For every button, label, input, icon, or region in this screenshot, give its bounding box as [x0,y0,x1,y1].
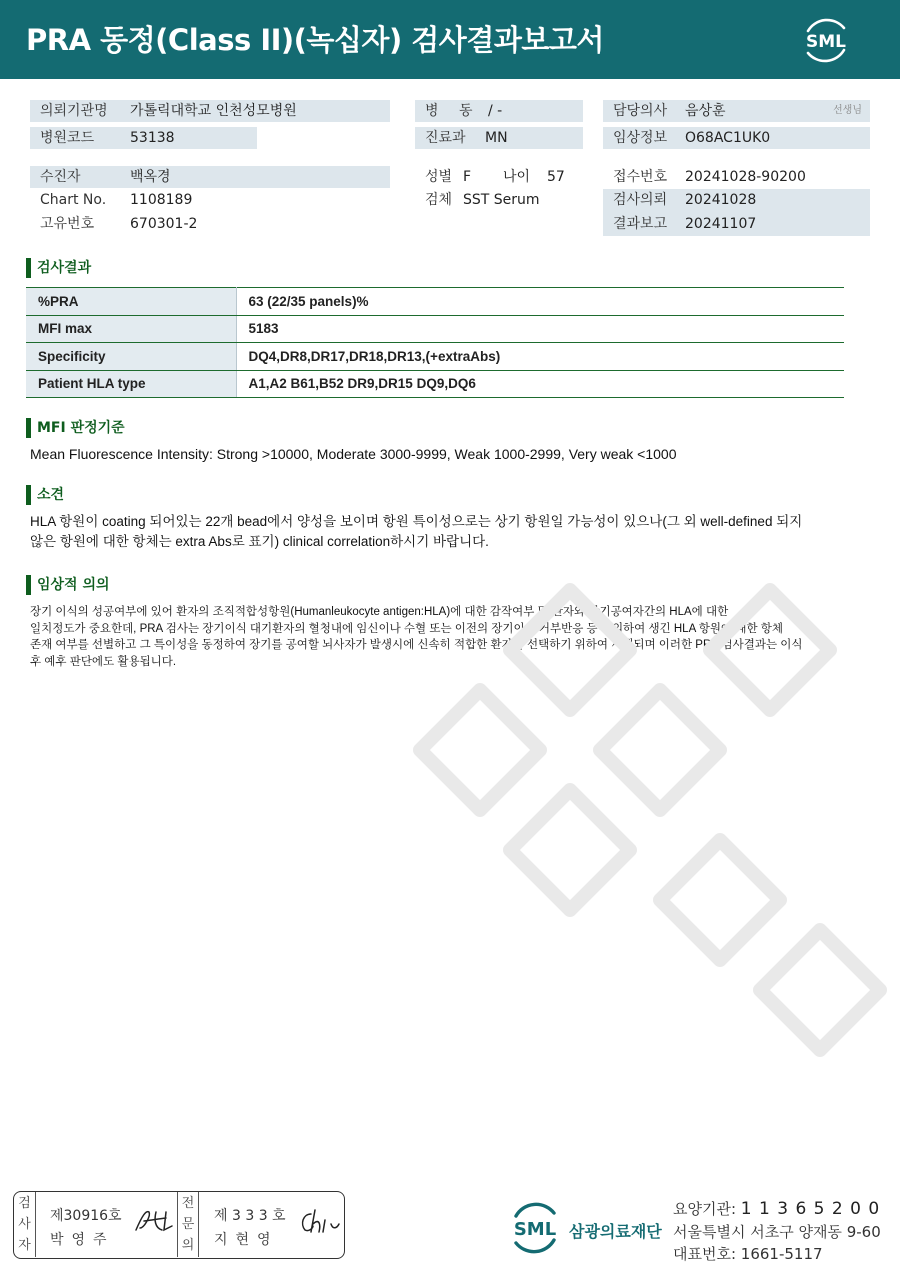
clinical-info-value: O68AC1UK0 [685,130,771,146]
result-label: Specificity [26,343,236,371]
care-org-line [673,1198,880,1219]
request-label: 검사의뢰 [613,192,668,208]
dept-value: MN [485,130,508,146]
hospital-code-label: 병원코드 [40,130,95,146]
clinical-meaning-text [30,604,802,670]
mfi-criteria-text: Mean Fluorescence Intensity: Strong >10000, Moderate 3000-9999, Weak 1000-2999, Very weak <1000 [30,446,677,462]
sex-label: 성별 [425,169,453,185]
examiner-license-no: 제30916호 [50,1208,122,1224]
specimen-label: 검체 [425,192,453,208]
doctor-label: 담당의사 [613,103,668,119]
result-value: 5183 [236,315,844,343]
receipt-label: 접수번호 [613,169,668,185]
table-row [26,370,844,398]
phone-number: 1661-5117 [740,1245,823,1263]
patient-label: 수진자 [40,169,81,185]
specimen-field [415,189,585,211]
footer-logo-text: SML [513,1219,557,1240]
patient-value: 백옥경 [130,169,171,185]
sex-age-field [415,166,585,188]
institution-field [30,100,390,122]
doctor-suffix: 선생님 [833,105,862,116]
clinical-meaning-line: 후 예후 판단에도 활용됩니다. [30,655,177,668]
report-header [0,0,900,79]
age-label: 나이 [503,169,531,185]
examiner-signature-icon [132,1206,176,1236]
foundation-name: 삼광의료재단 [569,1222,662,1241]
report-title: PRA 동정(Class II)(녹십자) 검사결과보고서 [26,23,604,57]
care-org-label: 요양기관: [673,1200,737,1218]
table-row [26,315,844,343]
chart-field [30,189,330,211]
specialist-license-no: 제 3 3 3 호 [214,1208,286,1224]
phone-line [673,1243,823,1264]
care-org-number: 1 1 3 6 5 2 0 0 [740,1199,881,1219]
institution-label: 의뢰기관명 [40,103,108,119]
opinion-line: HLA 항원이 coating 되어있는 22개 bead에서 양성을 보이며 항원 특이성으로는 상기 항원일 가능성이 있으나(그 외 well-defined 되지 [30,514,803,529]
result-value: 63 (22/35 panels)% [236,288,844,316]
opinion-line: 않은 항원에 대한 항체는 extra Abs로 표기) clinical correlation하시기 바랍니다. [30,534,489,549]
clinical-info-field [603,127,870,149]
clinical-meaning-heading: 임상적 의의 [26,575,110,595]
dept-label: 진료과 [425,130,466,146]
specialist-signature-icon [297,1206,341,1236]
phone-label: 대표번호: [673,1245,737,1263]
chart-label: Chart No. [40,192,107,208]
result-value: A1,A2 B61,B52 DR9,DR15 DQ9,DQ6 [236,370,844,398]
request-report-field [603,189,870,236]
results-heading: 검사결과 [26,258,91,278]
foundation-logo-icon [507,1198,563,1256]
chart-value: 1108189 [130,192,193,208]
unique-no-field [30,213,330,235]
clinical-info-label: 임상정보 [613,130,668,146]
clinical-meaning-line: 장기 이식의 성공여부에 있어 환자의 조직적합성항원(Humanleukocyte antigen:HLA)에 대한 감작여부 및 환자와 장기공여자간의 HLA에 대한 [30,606,729,618]
dept-field [415,127,583,149]
result-value: DQ4,DR8,DR17,DR18,DR13,(+extraAbs) [236,343,844,371]
signature-box [13,1191,345,1259]
clinical-meaning-line: 존재 여부를 선별하고 그 특이성을 동정하여 장기를 공여할 뇌사자가 발생시에 신속히 적합한 환자를 선택하기 위하여 시행되며 이러한 PRA 검사결과는 이식 [30,639,803,651]
opinion-heading: 소견 [26,485,64,505]
receipt-value: 20241028-90200 [685,169,806,185]
address-line: 서울특별시 서초구 양재동 9-60 [673,1223,881,1241]
specialist-label: 전 문 의 [177,1192,199,1257]
ward-label: 병 동 [425,103,481,119]
mfi-heading: MFI 판정기준 [26,418,125,438]
sex-value: F [463,169,472,185]
table-row [26,343,844,371]
examiner-label: 검 사 자 [14,1192,36,1257]
specialist-name: 지현영 [214,1232,279,1248]
clinical-meaning-line: 일치정도가 중요한데, PRA 검사는 장기이식 대기환자의 혈청내에 임신이나 수혈 또는 이전의 장기이식 거부반응 등에 의하여 생긴 HLA 항원에 대한 항체 [30,622,783,635]
ward-value: / - [488,103,503,119]
doctor-value: 음상훈 [685,103,726,119]
sml-logo-icon [800,14,852,66]
result-label: Patient HLA type [26,370,236,398]
result-label: %PRA [26,288,236,316]
logo-text: SML [806,32,846,52]
ward-field [415,100,583,122]
opinion-text [30,512,802,552]
unique-no-value: 670301-2 [130,216,198,232]
doctor-field [603,100,870,122]
patient-field [30,166,390,188]
request-value: 20241028 [685,192,757,208]
hospital-code-field [30,127,257,149]
age-value: 57 [547,169,565,185]
unique-no-label: 고유번호 [40,216,95,232]
result-label: MFI max [26,315,236,343]
specimen-value: SST Serum [463,192,540,208]
table-row [26,288,844,316]
examiner-name: 박영주 [50,1232,115,1248]
hospital-code-value: 53138 [130,130,175,146]
report-label: 결과보고 [613,216,668,232]
results-table [26,287,844,398]
receipt-field [603,166,870,188]
report-value: 20241107 [685,216,757,232]
institution-value: 가톨릭대학교 인천성모병원 [130,103,297,119]
